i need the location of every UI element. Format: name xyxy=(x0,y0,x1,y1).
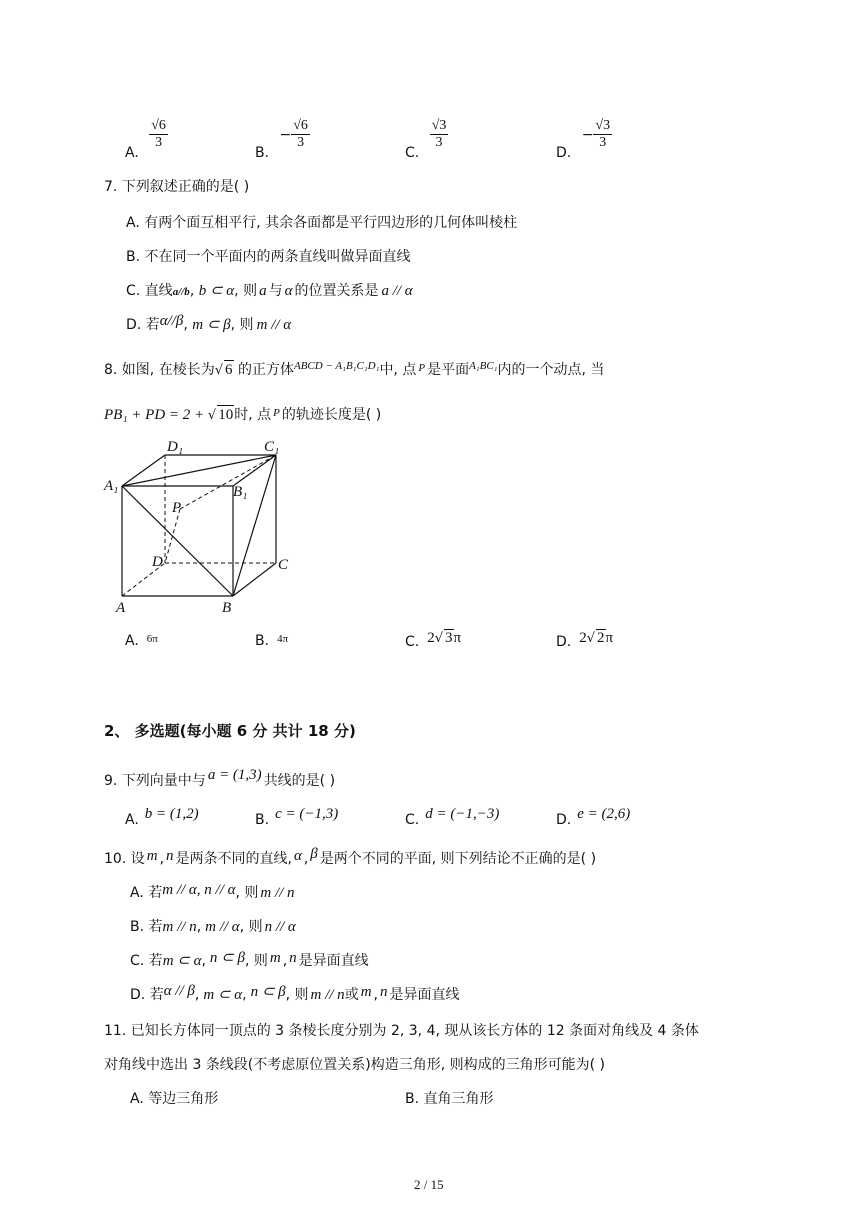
q8-stem-line2: PB₁ + PD = 2 + √ 10时, 点 $^P$ 的轨迹长度是( ) xyxy=(104,407,382,423)
q8-option-c: C. 2√ 3π xyxy=(405,630,462,650)
q11-option-b: B. 直角三角形 xyxy=(405,1091,494,1107)
q11-stem-line2: 对角线中选出 3 条线段(不考虑原位置关系)构造三角形, 则构成的三角形可能为( ) xyxy=(104,1057,606,1073)
q11-option-a: A. 等边三角形 xyxy=(130,1091,219,1107)
q6-option-b: B. − $\frac{√6}{3}$ xyxy=(255,118,308,161)
label-c: C xyxy=(278,557,289,573)
label-d: D xyxy=(152,554,163,570)
q10-option-d: D. 若α // β, m ⊂ α, n ⊂ β, 则 m // n或 m , n 是异面直线 xyxy=(130,983,460,1003)
label-a: A xyxy=(116,600,126,615)
q7-option-d: D. 若α//β, m ⊂ β, 则 m // α xyxy=(126,313,292,333)
q8-option-b: B. $^{4\pi}$ xyxy=(255,633,289,649)
q10-option-b: B. 若m // n, m // α, 则 n // α xyxy=(130,919,296,935)
diag-a1-c1 xyxy=(122,455,276,486)
q8-stem-line1: 8. 如图, 在棱长为√ 6 的正方体$^{ABCD - A_1B_1C_1D_1}$中, 点 $^P$ 是平面$^{A_1BC_1}$内的一个动点, 当 xyxy=(104,360,605,378)
cube-figure xyxy=(100,435,300,615)
label-c1: C₁ xyxy=(264,439,280,455)
q7-stem: 7. 下列叙述正确的是( ) xyxy=(104,179,250,195)
q6-option-d: D. − $\frac{√3}{3}$ xyxy=(556,118,611,161)
label-b: B xyxy=(222,600,232,615)
q9-option-c: C. d = (−1,−3) xyxy=(405,806,500,828)
hidden-p-d xyxy=(165,509,180,563)
q7-option-c: C. 直线a//b, b ⊂ α, 则 a 与 α 的位置关系是 a // α xyxy=(126,283,413,299)
q11-stem-line1: 11. 已知长方体同一顶点的 3 条棱长度分别为 2, 3, 4, 现从该长方体的 12 条面对角线及 4 条体 xyxy=(104,1023,699,1039)
q9-stem: 9. 下列向量中与 a = (1,3) 共线的是( ) xyxy=(104,767,336,789)
edge-b-c xyxy=(233,563,276,596)
q9-option-d: D. e = (2,6) xyxy=(556,806,631,828)
q9-option-a: A. b = (1,2) xyxy=(125,806,199,828)
q8-option-a: A. $^{6\pi}$ xyxy=(125,633,158,649)
label-p: P xyxy=(172,500,182,516)
page-number: 2 / 15 xyxy=(414,1177,444,1192)
section-2-heading: 2、 多选题(每小题 6 分 共计 18 分) xyxy=(104,722,356,740)
q7-option-a: A. 有两个面互相平行, 其余各面都是平行四边形的几何体叫棱柱 xyxy=(126,215,518,231)
q6-option-c: C. $\frac{√3}{3}$ xyxy=(405,118,447,161)
q7-option-b: B. 不在同一个平面内的两条直线叫做异面直线 xyxy=(126,249,411,265)
diag-b-c1 xyxy=(233,455,276,596)
label-d1: D₁ xyxy=(167,439,184,455)
q8-option-d: D. 2√ 2π xyxy=(556,630,614,650)
q10-stem: 10. 设 m , n 是两条不同的直线, α , β 是两个不同的平面, 则下列结论不正确的是( ) xyxy=(104,846,597,867)
label-b1: B₁ xyxy=(233,484,248,500)
q10-option-c: C. 若m ⊂ α, n ⊂ β, 则 m , n 是异面直线 xyxy=(130,950,369,969)
q6-option-a: A. $\frac{√6}{3}$ xyxy=(125,118,166,161)
label-a1: A₁ xyxy=(104,478,119,494)
q9-option-b: B. c = (−1,3) xyxy=(255,806,339,828)
q10-option-a: A. 若m // α, n // α, 则 m // n xyxy=(130,882,295,901)
